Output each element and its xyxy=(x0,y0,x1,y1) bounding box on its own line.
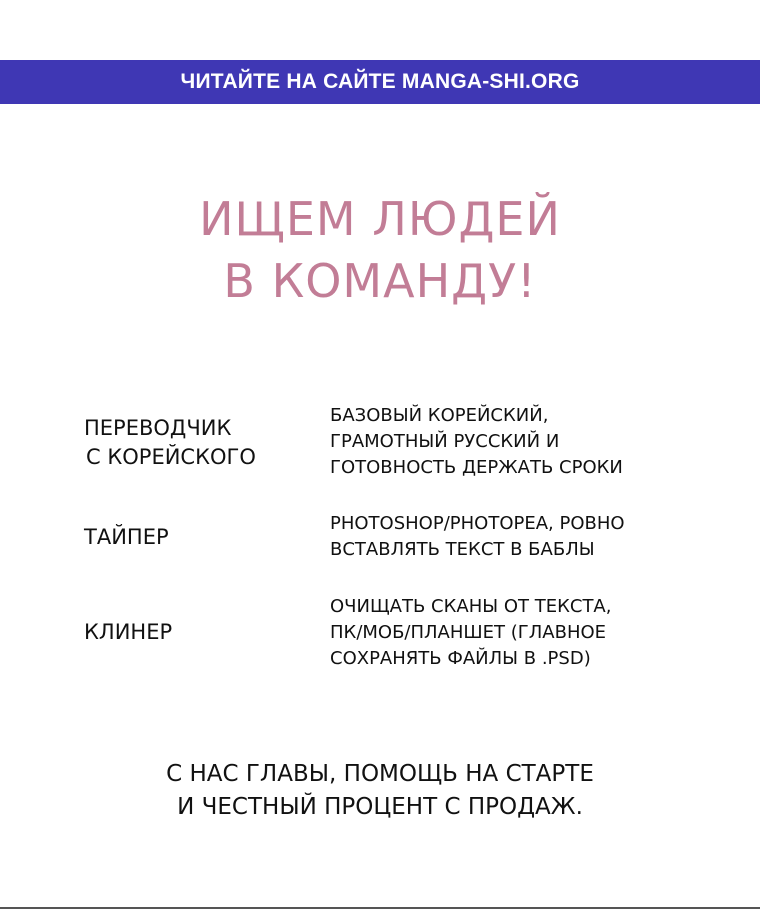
role-title-translator xyxy=(84,414,304,472)
headline-line-2: В КОМАНДУ! xyxy=(223,254,537,308)
offer-text xyxy=(0,758,760,824)
requirement-line: ГОТОВНОСТЬ ДЕРЖАТЬ СРОКИ xyxy=(330,457,623,478)
requirement-line: ОЧИЩАТЬ СКАНЫ ОТ ТЕКСТА, xyxy=(330,596,612,617)
offer-line-1: С НАС ГЛАВЫ, ПОМОЩЬ НА СТАРТЕ xyxy=(166,761,594,787)
site-banner[interactable] xyxy=(0,60,760,104)
role-title-line: ТАЙПЕР xyxy=(84,525,169,549)
role-requirements-cleaner xyxy=(330,594,750,672)
role-title-line: ПЕРЕВОДЧИК xyxy=(84,416,232,440)
role-requirements-translator xyxy=(330,403,750,481)
role-title-line: С КОРЕЙСКОГО xyxy=(86,445,256,469)
role-title-typer xyxy=(84,523,304,552)
role-requirements-typer xyxy=(330,511,750,563)
requirement-line: ГРАМОТНЫЙ РУССКИЙ И xyxy=(330,431,560,452)
headline-line-1: ИЩЕМ ЛЮДЕЙ xyxy=(199,192,561,246)
headline xyxy=(0,188,760,312)
role-title-line: КЛИНЕР xyxy=(84,620,173,644)
requirement-line: СОХРАНЯТЬ ФАЙЛЫ В .PSD) xyxy=(330,648,591,669)
site-banner-text: ЧИТАЙТЕ НА САЙТЕ MANGA-SHI.ORG xyxy=(180,70,580,93)
offer-line-2: И ЧЕСТНЫЙ ПРОЦЕНТ С ПРОДАЖ. xyxy=(177,794,583,820)
role-title-cleaner xyxy=(84,618,304,647)
requirement-line: PHOTOSHOP/PHOTOPEA, РОВНО xyxy=(330,513,625,534)
requirement-line: ВСТАВЛЯТЬ ТЕКСТ В БАБЛЫ xyxy=(330,539,595,560)
bottom-divider xyxy=(0,907,760,909)
requirement-line: БАЗОВЫЙ КОРЕЙСКИЙ, xyxy=(330,405,549,426)
requirement-line: ПК/МОБ/ПЛАНШЕТ (ГЛАВНОЕ xyxy=(330,622,607,643)
